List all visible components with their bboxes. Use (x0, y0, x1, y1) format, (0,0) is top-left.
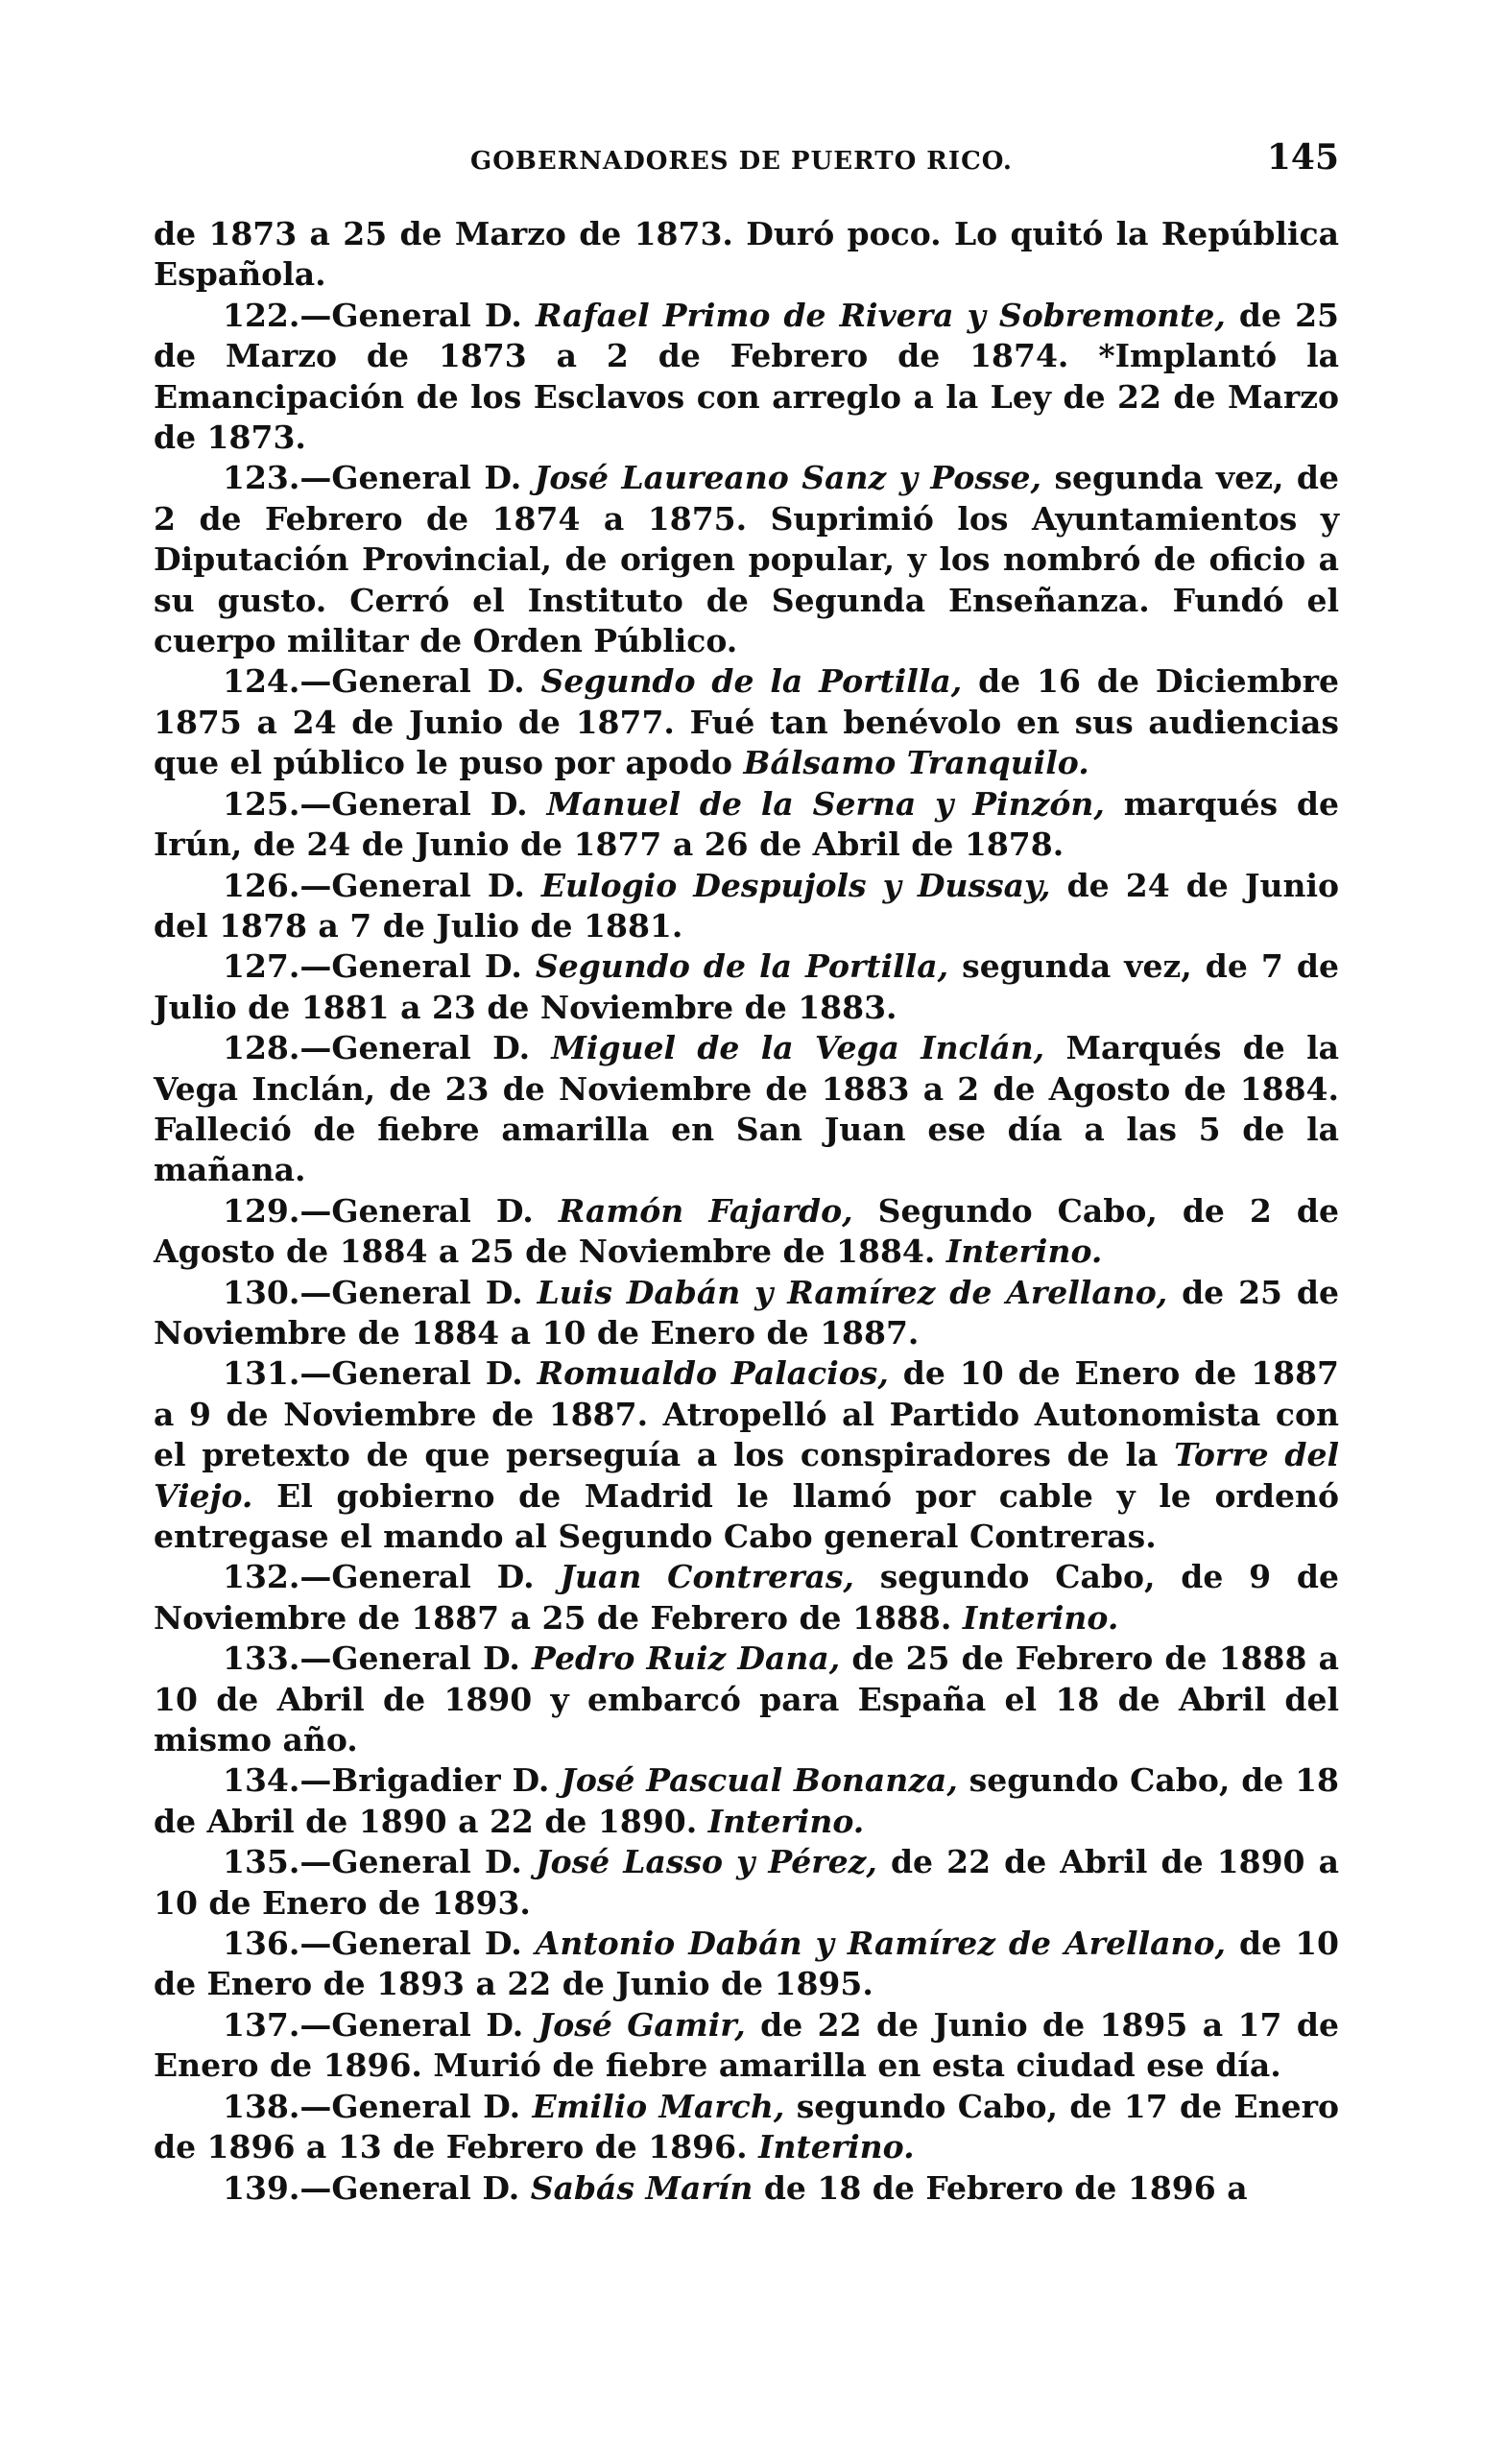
entry-text: Segundo Cabo, de 2 de Agosto de 1884 a 25 de Noviembre de 1884. (154, 1191, 1339, 1271)
governor-name: Segundo de la Portilla, (540, 662, 963, 701)
entry-number: 133.—General D. (223, 1639, 533, 1678)
entry-italic-note: Interino. (758, 2128, 915, 2166)
governor-entry (154, 1273, 1339, 1354)
running-title: GOBERNADORES DE PUERTO RICO. (470, 147, 1013, 176)
entry-italic-note: Bálsamo Tranquilo. (743, 744, 1089, 782)
entry-number: 129.—General D. (223, 1191, 559, 1230)
book-page (154, 130, 1339, 2209)
governor-entry (154, 1924, 1339, 2005)
body-text (154, 214, 1339, 2209)
entry-number: 134.—Brigadier D. (223, 1761, 562, 1800)
governor-entry (154, 866, 1339, 947)
entry-text: segunda vez, de 7 de Julio de 1881 a 23 de Noviembre de 1883. (154, 947, 1339, 1026)
running-head (154, 130, 1339, 187)
entry-number: 127.—General D. (223, 947, 536, 986)
governor-entry (154, 1842, 1339, 1924)
entry-text: de 10 de Enero de 1887 a 9 de Noviembre de 1887. Atropelló al Partido Autonomista con el pretexto de que perseguía a los conspiradores de la (154, 1354, 1339, 1474)
entry-text: segundo Cabo, de 9 de Noviembre de 1887 a 25 de Febrero de 1888. (154, 1558, 1339, 1637)
entry-number: 126.—General D. (223, 866, 541, 904)
entry-number: 136.—General D. (223, 1925, 536, 1963)
entry-italic-note: Interino. (945, 1232, 1103, 1271)
governor-entry (154, 946, 1339, 1028)
entry-number: 130.—General D. (223, 1273, 538, 1311)
entry-text: de 25 de Marzo de 1873 a 2 de Febrero de 1874. *Implantó la Emancipación de los Esclavos con arreglo a la Ley de 22 de Marzo de 1873. (154, 296, 1339, 457)
entry-text: de 10 de Enero de 1893 a 22 de Junio de 1895. (154, 1925, 1339, 2003)
entry-number: 122.—General D. (223, 296, 536, 334)
entry-text: de 22 de Junio de 1895 a 17 de Enero de 1896. Murió de fiebre amarilla en esta ciudad ese día. (154, 2005, 1339, 2085)
entry-number: 137.—General D. (223, 2005, 538, 2044)
entry-text: segundo Cabo, de 18 de Abril de 1890 a 22 de 1890. (154, 1761, 1340, 1840)
entry-number: 139.—General D. (223, 2168, 531, 2207)
governor-entry (154, 784, 1339, 866)
entry-text: marqués de Irún, de 24 de Junio de 1877 a 26 de Abril de 1878. (154, 784, 1339, 864)
governor-name: Rafael Primo de Rivera y Sobremonte, (535, 296, 1226, 334)
entry-italic-note: Torre del Viejo. (154, 1436, 1339, 1515)
entry-number: 123.—General D. (223, 459, 535, 497)
entry-text: de 16 de Diciembre 1875 a 24 de Junio de 1877. Fué tan benévolo en sus audiencias que el público le puso por apodo (154, 662, 1339, 782)
entry-text: de 25 de Noviembre de 1884 a 10 de Enero de 1887. (154, 1273, 1339, 1352)
entry-text: de 25 de Febrero de 1888 a 10 de Abril de 1890 y embarcó para España el 18 de Abril del mismo año. (154, 1639, 1339, 1759)
page-number: 145 (1266, 137, 1339, 178)
governor-entry (154, 296, 1339, 459)
governor-entry (154, 2168, 1339, 2209)
entry-number: 131.—General D. (223, 1354, 538, 1393)
entry-text-continued: El gobierno de Madrid le llamó por cable y le ordenó entregase el mando al Segundo Cabo general Contreras. (154, 1476, 1339, 1555)
governor-entry (154, 458, 1339, 661)
governor-name: Pedro Ruiz Dana, (532, 1639, 841, 1678)
entry-number: 138.—General D. (223, 2087, 533, 2125)
governor-entry (154, 2087, 1339, 2168)
governor-entry (154, 1191, 1339, 1273)
entry-text: de 24 de Junio del 1878 a 7 de Julio de 1881. (154, 866, 1339, 945)
governor-entry (154, 1639, 1339, 1760)
entry-number: 125.—General D. (223, 784, 547, 823)
governor-name: Romualdo Palacios, (537, 1354, 889, 1393)
entry-text: Marqués de la Vega Inclán, de 23 de Noviembre de 1883 a 2 de Agosto de 1884. Falleció de fiebre amarilla en San Juan ese día a las 5 de la mañana. (154, 1029, 1339, 1189)
entry-text: segundo Cabo, de 17 de Enero de 1896 a 13 de Febrero de 1896. (154, 2087, 1339, 2166)
entry-number: 132.—General D. (223, 1558, 561, 1596)
governor-entry (154, 2005, 1339, 2087)
governor-entry (154, 1557, 1339, 1639)
governor-name: Sabás Marín (530, 2168, 754, 2207)
governor-name: Juan Contreras, (560, 1558, 854, 1596)
governor-name: Manuel de la Serna y Pinzón, (546, 784, 1105, 823)
entry-text: segunda vez, de 2 de Febrero de 1874 a 1875. Suprimió los Ayuntamientos y Diputación Provincial, de origen popular, y los nombró de oficio a su gusto. Cerró el Instituto de Segunda Enseñanza. Fundó el cuerpo militar de Orden Público. (154, 459, 1339, 660)
governor-name: Segundo de la Portilla, (535, 947, 949, 986)
governor-name: José Gamir, (538, 2005, 746, 2044)
governor-list (154, 296, 1339, 2209)
entry-text: de 22 de Abril de 1890 a 10 de Enero de 1893. (154, 1843, 1339, 1922)
governor-entry (154, 1028, 1339, 1191)
governor-name: José Pascual Bonanza, (561, 1761, 958, 1800)
entry-italic-note: Interino. (707, 1802, 865, 1840)
governor-name: Emilio March, (532, 2087, 785, 2125)
governor-name: Luis Dabán y Ramírez de Arellano, (537, 1273, 1168, 1311)
governor-entry (154, 1760, 1339, 1842)
governor-name: Eulogio Despujols y Dussay, (540, 866, 1051, 904)
governor-name: José Lasso y Pérez, (535, 1843, 877, 1881)
entry-number: 135.—General D. (223, 1843, 536, 1881)
entry-text: de 18 de Febrero de 1896 a (753, 2168, 1248, 2207)
governor-name: José Laureano Sanz y Posse, (534, 459, 1041, 497)
governor-entry (154, 661, 1339, 783)
governor-entry (154, 1353, 1339, 1557)
opening-paragraph: de 1873 a 25 de Marzo de 1873. Duró poco. Lo quitó la República Española. (154, 215, 1339, 294)
entry-number: 128.—General D. (223, 1029, 552, 1067)
governor-name: Ramón Fajardo, (558, 1191, 853, 1230)
entry-number: 124.—General D. (223, 662, 541, 701)
governor-name: Miguel de la Vega Inclán, (551, 1029, 1045, 1067)
entry-italic-note: Interino. (962, 1598, 1119, 1637)
governor-name: Antonio Dabán y Ramírez de Arellano, (535, 1925, 1226, 1963)
